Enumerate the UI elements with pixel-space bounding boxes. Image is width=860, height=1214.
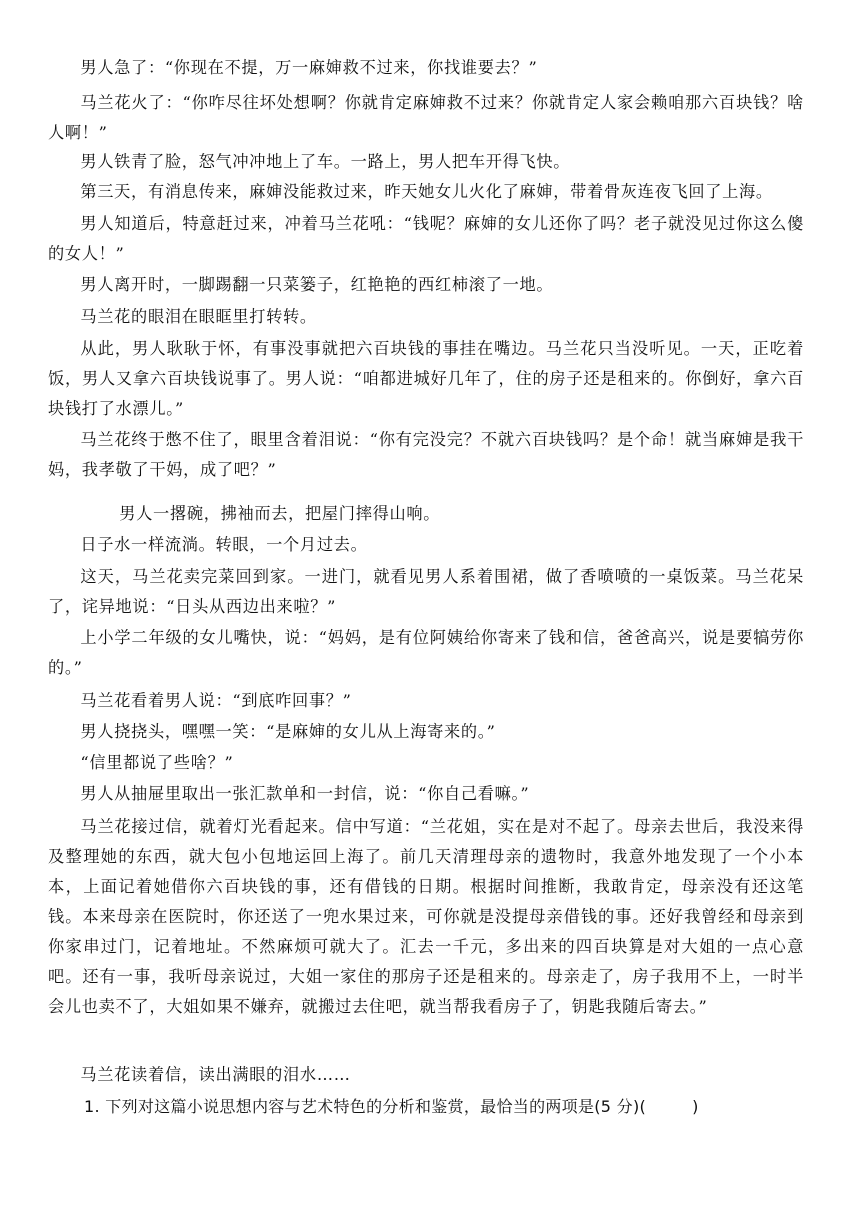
paragraph: 马兰花接过信，就着灯光看起来。信中写道：“兰花姐，实在是对不起了。母亲去世后，我没来得及整理她的东西，就大包小包地运回上海了。前几天清理母亲的遗物时，我意外地发现了一个小本本，上面记着她借你六百块钱的事，还有借钱的日期。根据时间推断，我敢肯定，母亲没有还这笔钱。本来母亲在医院时，你还送了一兜水果过来，可你就是没提母亲借钱的事。还好我曾经和母亲到你家串过门，记着地址。不然麻烦可就大了。汇去一千元，多出来的四百块算是对大姐的一点心意吧。还有一事，我听母亲说过，大姐一家住的那房子还是租来的。母亲走了，房子我用不上，一时半会儿也卖不了，大姐如果不嫌弃，就搬过去住吧，就当帮我看房子了，钥匙我随后寄去。” <box>48 817 804 1016</box>
question-close-paren: ) <box>692 1097 699 1116</box>
question-text: 下列对这篇小说思想内容与艺术特色的分析和鉴赏，最恰当的两项是(5 分)( <box>105 1097 647 1116</box>
paragraph: 男人一撂碗，拂袖而去，把屋门摔得山响。 <box>119 504 441 523</box>
paragraph: 马兰花的眼泪在眼眶里打转转。 <box>80 307 317 326</box>
paragraph: 马兰花看着男人说：“到底咋回事？” <box>80 691 352 710</box>
paragraph: 男人从抽屉里取出一张汇款单和一封信，说：“你自己看嘛。” <box>80 784 530 803</box>
paragraph: 第三天，有消息传来，麻婶没能救过来，昨天她女儿火化了麻婶，带着骨灰连夜飞回了上海。 <box>80 182 773 201</box>
paragraph: 马兰花火了：“你咋尽往坏处想啊？你就肯定麻婶救不过来？你就肯定人家会赖咱那六百块钱？啥人啊！” <box>48 93 804 142</box>
paragraph: 从此，男人耿耿于怀，有事没事就把六百块钱的事挂在嘴边。马兰花只当没听见。一天，正吃着饭，男人又拿六百块钱说事了。男人说：“咱都进城好几年了，住的房子还是租来的。你倒好，拿六百块钱打了水漂儿。” <box>48 339 804 418</box>
question-number: 1. <box>84 1097 100 1116</box>
paragraph: 男人离开时，一脚踢翻一只菜篓子，红艳艳的西红柿滚了一地。 <box>80 275 554 294</box>
paragraph: 男人铁青了脸，怒气冲冲地上了车。一路上，男人把车开得飞快。 <box>80 152 571 171</box>
paragraph: 上小学二年级的女儿嘴快，说：“妈妈，是有位阿姨给你寄来了钱和信，爸爸高兴，说是要犒劳你的。” <box>48 628 804 677</box>
question-1 <box>84 1092 804 1122</box>
paragraph: 男人挠挠头，嘿嘿一笑：“是麻婶的女儿从上海寄来的。” <box>80 722 496 741</box>
paragraph: 男人知道后，特意赶过来，冲着马兰花吼：“钱呢？麻婶的女儿还你了吗？老子就没见过你这么傻的女人！” <box>48 214 804 263</box>
paragraph: 马兰花终于憋不住了，眼里含着泪说：“你有完没完？不就六百块钱吗？是个命！就当麻婶是我干妈，我孝敬了干妈，成了吧？” <box>48 430 804 479</box>
paragraph: 日子水一样流淌。转眼，一个月过去。 <box>80 535 368 554</box>
paragraph: 男人急了：“你现在不提，万一麻婶救不过来，你找谁要去？” <box>80 58 538 77</box>
paragraph: 这天，马兰花卖完菜回到家。一进门，就看见男人系着围裙，做了香喷喷的一桌饭菜。马兰花呆了，诧异地说：“日头从西边出来啦？” <box>48 567 804 616</box>
paragraph: 马兰花读着信，读出满眼的泪水…… <box>80 1065 351 1084</box>
paragraph: “信里都说了些啥？” <box>80 753 234 772</box>
